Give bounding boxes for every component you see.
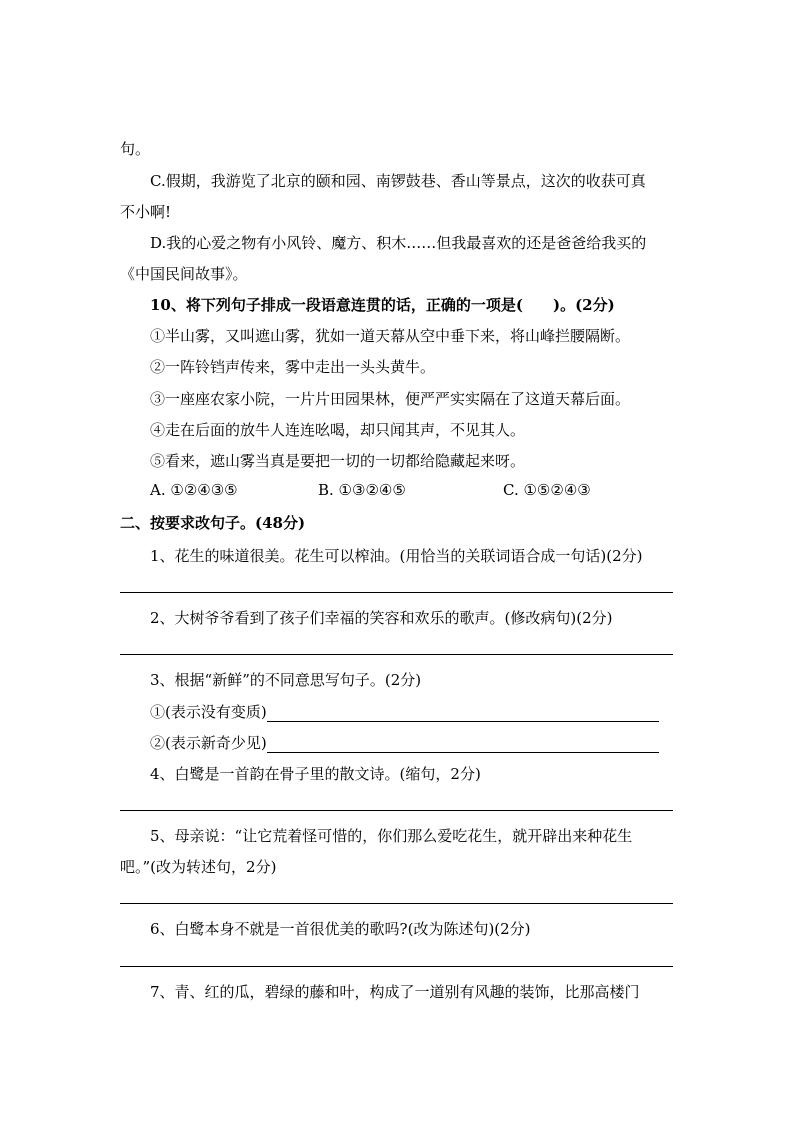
answer-line-2 (120, 654, 673, 655)
q10-sentence-1: ①半山雾，又叫遮山雾，犹如一道天幕从空中垂下来，将山峰拦腰隔断。 (150, 327, 631, 345)
s2-question-5-line1: 5、母亲说：“让它荒着怪可惜的，你们那么爱吃花生，就开辟出来种花生 (150, 827, 633, 845)
s2-question-7-line1: 7、青、红的瓜，碧绿的藤和叶，构成了一道别有风趣的装饰，比那高楼门 (150, 983, 640, 1001)
s2-question-6: 6、白鹭本身不就是一首很优美的歌吗?(改为陈述句)(2分) (150, 920, 531, 938)
s2-question-3a (150, 701, 659, 722)
q3b-label: ②(表示新奇少见) (150, 734, 267, 752)
option-9c-line2: 不小啊! (120, 203, 172, 221)
q3a-answer-blank[interactable] (267, 705, 659, 722)
q10-sentence-3: ③一座座农家小院，一片片田园果林，便严严实实隔在了这道天幕后面。 (150, 390, 631, 408)
s2-question-1: 1、花生的味道很美。花生可以榨油。(用恰当的关联词语合成一句话)(2分) (150, 547, 643, 565)
q10-sentence-5: ⑤看来，遮山雾当真是要把一切的一切都给隐藏起来呀。 (150, 452, 526, 470)
q10-sentence-2: ②一阵铃铛声传来，雾中走出一头头黄牛。 (150, 358, 436, 376)
line-9b-end: 句。 (120, 140, 151, 158)
q10-option-c: C. ①⑤②④③ (503, 481, 591, 499)
answer-line-6 (120, 966, 673, 967)
option-9d-line2: 《中国民间故事》。 (120, 265, 248, 283)
answer-line-4 (120, 810, 673, 811)
s2-question-5-line2: 吧。”(改为转述句，2分) (120, 858, 277, 876)
s2-question-2: 2、大树爷爷看到了孩子们幸福的笑容和欢乐的歌声。(修改病句)(2分) (150, 609, 613, 627)
s2-question-4: 4、白鹭是一首韵在骨子里的散文诗。(缩句，2分) (150, 765, 481, 783)
option-9d-line1: D.我的心爱之物有小风铃、魔方、积木……但我最喜欢的还是爸爸给我买的 (150, 234, 647, 252)
q10-option-b: B. ①③②④⑤ (318, 481, 406, 499)
answer-line-5 (120, 903, 673, 904)
answer-line-1 (120, 592, 673, 593)
s2-question-3b (150, 732, 659, 753)
option-9c-line1: C.假期，我游览了北京的颐和园、南锣鼓巷、香山等景点，这次的收获可真 (150, 172, 646, 190)
q10-sentence-4: ④走在后面的放牛人连连吆喝，却只闻其声，不见其人。 (150, 421, 526, 439)
s2-question-3: 3、根据“新鲜”的不同意思写句子。(2分) (150, 671, 422, 689)
section-2-heading: 二、按要求改句子。(48分) (120, 514, 306, 532)
q3b-answer-blank[interactable] (267, 736, 659, 753)
q10-option-a: A. ①②④③⑤ (150, 481, 238, 499)
q3a-label: ①(表示没有变质) (150, 703, 267, 721)
question-10-prompt: 10、将下列句子排成一段语意连贯的话，正确的一项是( )。(2分) (150, 296, 615, 314)
